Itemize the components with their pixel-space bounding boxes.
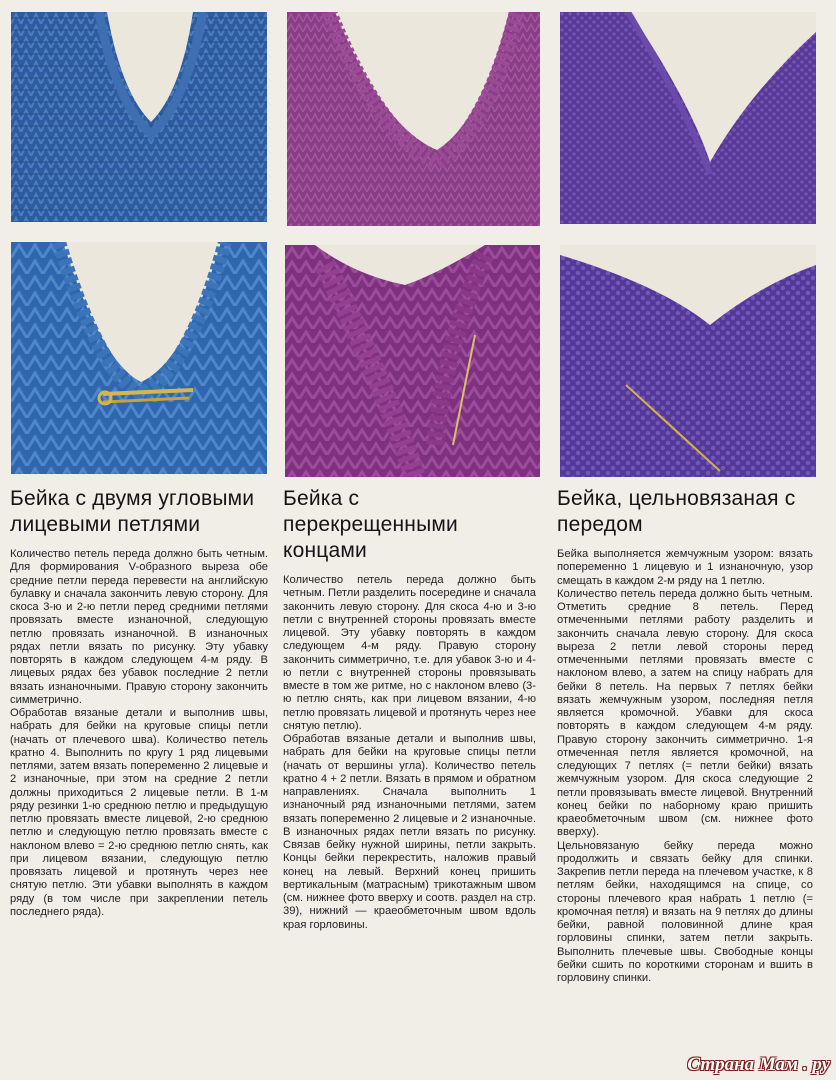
section-body xyxy=(557,548,813,985)
section-angle-knit xyxy=(10,486,268,919)
paragraph: Количество петель переда должно быть четным. Петли разделить посередине и сначала закончить левую сторону. Для скоса 4-ю и 3-ю петли с внутренней стороны провязать вместе лицевой. Эту убавку повторять в каждом следующем 4-м ряду. Правую сторону закончить симметрично, т.е. для убавок 3-ю и 4-ю петли с внутренней стороны провязывать вместе в том же ритме, но с наклоном влево (3-ю петлю снять, как при лицевом вязании, 4-ю петлю провязать лицевой и протянуть через нее снятую петлю). xyxy=(283,574,536,732)
section-title: Бейка с перекрещенными концами xyxy=(283,487,458,562)
photo-violet-bottom xyxy=(560,245,816,477)
section-body xyxy=(10,548,268,919)
paragraph: Количество петель переда должно быть четным. Отметить средние 8 петель. Перед отмеченными петлями работу разделить и закончить сначала левую сторону. Для скоса выреза 2 петли левой стороны перед отмеченными петлями провязать вместе с наклоном влево, а затем на спицу набрать для бейки 8 петель. На первых 7 петлях бейки вязать жемчужным узором, последняя петля является кромочной. Убавки для скоса повторять в каждом следующем 4-м ряду. Правую сторону закончить симметрично. 1-я отмеченная петля является кромочной, на следующих 7 петлях (= петли бейки) вязать жемчужным узором. Для скоса следующие 2 петли провязывать вместе лицевой. Внутренний конец бейки по наборному краю пришить краеобметочным швом (см. нижнее фото вверху). xyxy=(557,587,813,839)
section-title: Бейка, цельновязаная с передом xyxy=(557,487,796,536)
photo-blue-bottom xyxy=(11,242,267,474)
paragraph: Бейка выполняется жемчужным узором: вязать попеременно 1 лицевую и 1 изнаночную, узор смещать в каждом 2-м ряду на 1 петлю. xyxy=(557,548,813,587)
paragraph: Цельновязаную бейку переда можно продолжить и связать бейку для спинки. Закрепив петли переда на плечевом участке, к 8 петлям бейки, находящимся на спице, со стороны плечевого края набрать 1 петлю (= кромочная петля) и вязать на 9 петлях до длины бейки, равной половинной длине края горловины спинки, затем петли закрыть. Выполнить плечевые швы. Свободные концы бейки сшить по короткими сторонам и вшить в горловину спинки. xyxy=(557,839,813,984)
paragraph: Обработав вязаные детали и выполнив швы, набрать для бейки на круговые спицы петли (начать от плечевого шва). Количество петель кратно 4. Выполнить по кругу 1 ряд лицевыми петлями, затем вязать попеременно 2 лицевые и 2 изнаночные, при этом на средние 2 петли должны приходиться 2 лицевые петли. В 1-м ряду резинки 1-ю среднюю петлю и предыдущую петлю провязать вместе лицевой, 2-ю среднюю петлю и следующую петлю провязать вместе с наклоном влево = 2-ю среднюю петлю снять, как при лицевом вязании, следующую петлю провязать лицевой и протянуть через нее снятую петлю. Эти убавки выполнять в каждом ряду (в том числе при закреплении петель последнего ряда). xyxy=(10,707,268,918)
photo-magenta-bottom xyxy=(285,245,540,477)
site-watermark: Страна Мам . ру xyxy=(687,1054,830,1075)
section-crossed-ends xyxy=(283,486,536,932)
photo-blue-top xyxy=(11,12,267,222)
paragraph: Обработав вязаные детали и выполнив швы, набрать для бейки на круговые спицы петли (начать от вершины угла). Количество петель кратно 4 + 2 петли. Вязать в прямом и обратном направлениях. Сначала выполнить 1 изнаночный ряд изнаночными петлями, затем вязать попеременно 2 лицевые и 2 изнаночные. В изнаночных рядах петли вязать по рисунку. Связав бейку нужной ширины, петли закрыть. Концы бейки перекрестить, наложив правый конец на левый. Верхний конец пришить вертикальным (матрасным) трикотажным швом (см. нижнее фото вверху и соотв. раздел на стр. 39), нижний — краеобметочным швом вдоль края горловины. xyxy=(283,733,536,931)
section-body xyxy=(283,574,536,932)
section-integrated xyxy=(557,486,813,985)
paragraph: Количество петель переда должно быть четным. Для формирования V-образного выреза обе средние петли переда перевести на английскую булавку и сначала закончить левую сторону. Для скоса 3-ю и 2-ю петли перед средними петлями провязать вместе изнаночной, следующую петлю провязать изнаночной. В изнаночных рядах петли вязать по рисунку. Эту убавку повторять в каждом следующем 4-м ряду. В лицевых рядах без убавок последние 2 петли вязать изнаночными. Правую сторону закончить симметрично. xyxy=(10,548,268,706)
photo-magenta-top xyxy=(287,12,540,226)
photo-violet-top xyxy=(560,12,816,224)
section-title: Бейка с двумя угловыми лицевыми петлями xyxy=(10,487,255,536)
